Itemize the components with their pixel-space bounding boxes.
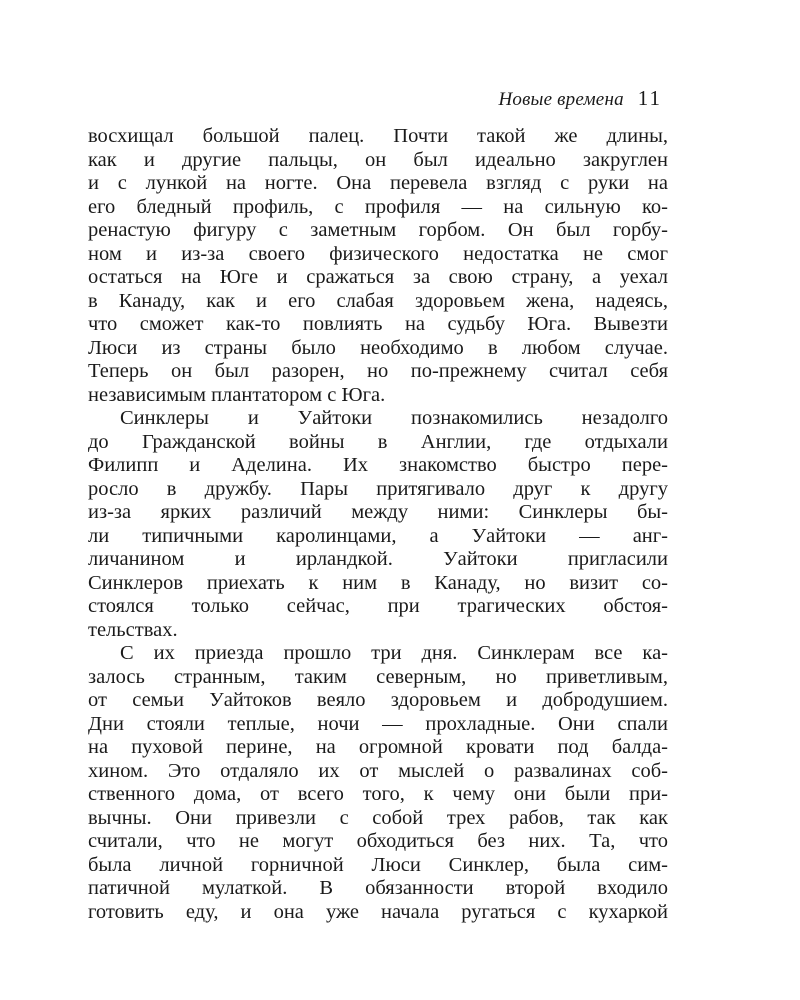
text-line: и с лункой на ногте. Она перевела взгляд с руки на bbox=[88, 172, 668, 194]
text-line: хином. Это отдаляло их от мыслей о развалинах соб- bbox=[88, 759, 668, 782]
text-line: восхищал большой палец. Почти такой же длины, bbox=[88, 125, 668, 147]
text-line: Синклеры и Уайтоки познакомились незадолго bbox=[120, 407, 668, 429]
paragraph bbox=[88, 642, 668, 924]
text-line: ном и из-за своего физического недостатка не смог bbox=[88, 242, 668, 265]
text-line: Синклеров приехать к ним в Канаду, но визит со- bbox=[88, 571, 668, 594]
text-line: залось странным, таким северным, но приветливым, bbox=[88, 665, 668, 688]
text-line: ственного дома, от всего того, к чему они были при- bbox=[88, 783, 668, 805]
paragraph bbox=[88, 407, 668, 642]
text-line: считали, что не могут обходиться без них. Та, что bbox=[88, 830, 668, 852]
text-line: в Канаду, как и его слабая здоровьем жена, надеясь, bbox=[88, 289, 668, 312]
text-line: Люси из страны было необходимо в любом случае. bbox=[88, 336, 668, 359]
text-line: патичной мулаткой. В обязанности второй входило bbox=[88, 877, 668, 899]
text-line: остаться на Юге и сражаться за свою страну, а уехал bbox=[88, 266, 668, 288]
text-line: на пуховой перине, на огромной кровати под балда- bbox=[88, 736, 668, 758]
text-line: от семьи Уайтоков веяло здоровьем и добродушием. bbox=[88, 689, 668, 711]
paragraph bbox=[88, 125, 668, 407]
text-line: до Гражданской войны в Англии, где отдыхали bbox=[88, 430, 668, 453]
text-line: вычны. Они привезли с собой трех рабов, так как bbox=[88, 806, 668, 829]
text-line: С их приезда прошло три дня. Синклерам все ка- bbox=[120, 642, 668, 664]
text-line: ренастую фигуру с заметным горбом. Он был горбу- bbox=[88, 219, 668, 241]
running-head bbox=[498, 86, 662, 111]
page-number: 11 bbox=[637, 86, 662, 110]
text-line: стоялся только сейчас, при трагических обстоя- bbox=[88, 595, 668, 617]
text-line: готовить еду, и она уже начала ругаться с кухаркой bbox=[88, 900, 668, 923]
text-line: была личной горничной Люси Синклер, была сим- bbox=[88, 853, 668, 876]
text-line: росло в дружбу. Пары притягивало друг к другу bbox=[88, 477, 668, 500]
running-head-title: Новые времена bbox=[498, 89, 624, 110]
text-line: личанином и ирландкой. Уайтоки пригласили bbox=[88, 548, 668, 570]
text-line: тельствах. bbox=[88, 618, 178, 641]
text-line: Филипп и Аделина. Их знакомство быстро пере- bbox=[88, 454, 668, 476]
text-line: Дни стояли теплые, ночи — прохладные. Они спали bbox=[88, 712, 668, 735]
text-line: его бледный профиль, с профиля — на сильную ко- bbox=[88, 195, 668, 218]
text-line: ли типичными каролинцами, а Уайтоки — анг- bbox=[88, 524, 668, 547]
text-line: как и другие пальцы, он был идеально закруглен bbox=[88, 148, 668, 171]
body-text bbox=[88, 125, 668, 924]
text-line: Теперь он был разорен, но по-прежнему считал себя bbox=[88, 360, 668, 382]
text-line: что сможет как-то повлиять на судьбу Юга. Вывезти bbox=[88, 313, 668, 335]
text-line: из-за ярких различий между ними: Синклеры бы- bbox=[88, 501, 668, 523]
text-line: независимым плантатором с Юга. bbox=[88, 383, 386, 406]
